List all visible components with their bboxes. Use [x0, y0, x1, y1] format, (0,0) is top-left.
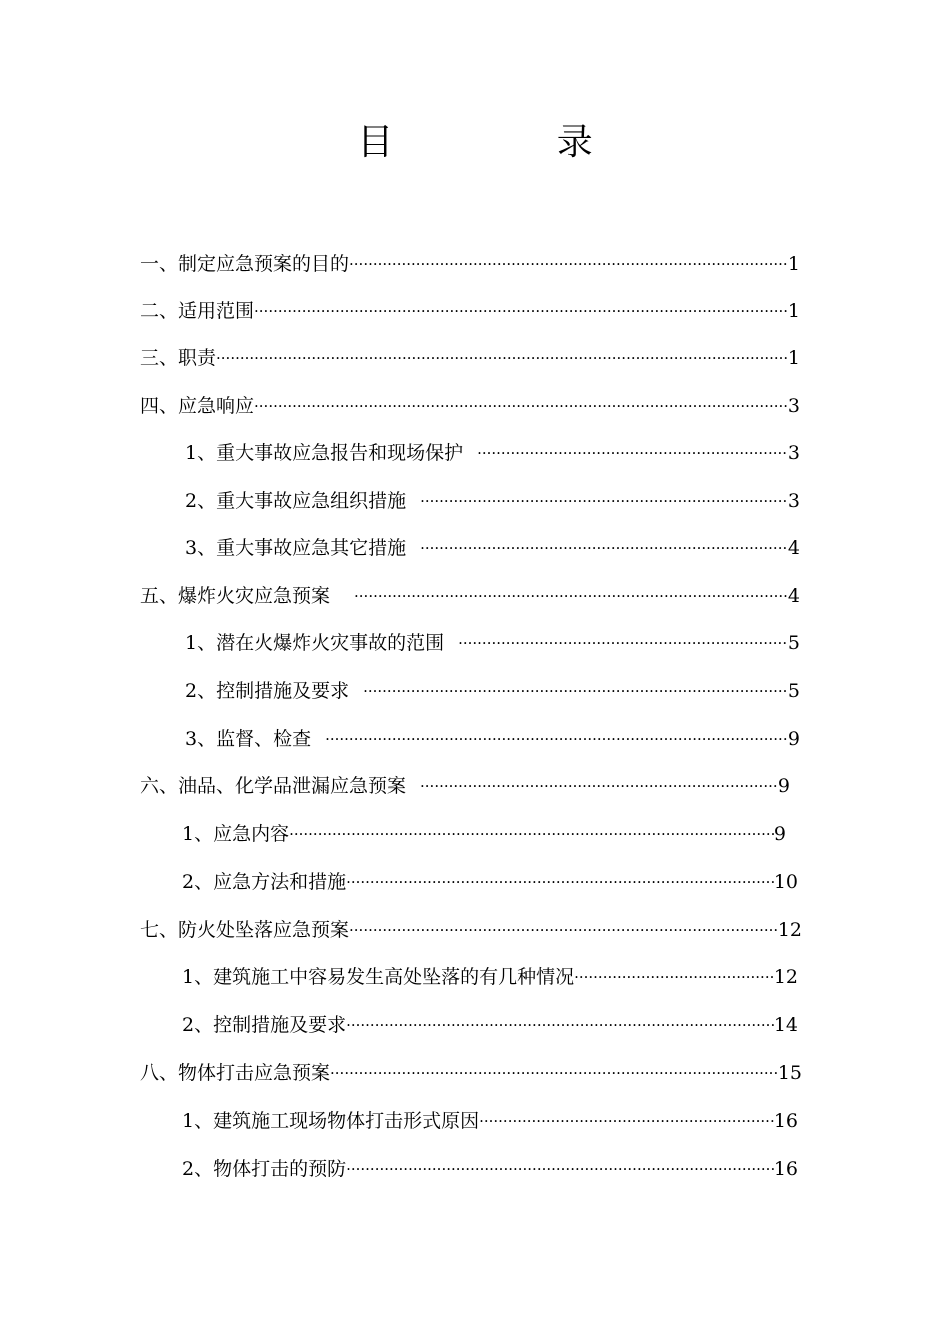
toc-leader-dots: [289, 819, 774, 849]
toc-entry-page: 1: [787, 300, 800, 322]
toc-entry-page: 9: [787, 728, 800, 750]
toc-entry-label: 2、重大事故应急组织措施: [185, 490, 407, 512]
toc-leader-dots: [458, 628, 788, 658]
toc-entry-page: 15: [777, 1062, 802, 1084]
toc-leader-dots: [346, 867, 774, 897]
toc-entry-label: 四、应急响应: [140, 395, 255, 417]
toc-entry-page: 3: [787, 442, 800, 464]
toc-leader-dots: [254, 296, 788, 326]
toc-entry-label: 三、职责: [140, 347, 217, 369]
toc-entry-page: 3: [787, 395, 800, 417]
toc-entry-label: 2、物体打击的预防: [182, 1158, 347, 1180]
toc-entry-label: 七、防火处坠落应急预案: [140, 919, 350, 941]
toc-entry-label: 二、适用范围: [140, 300, 255, 322]
toc-entry-label: 1、重大事故应急报告和现场保护: [185, 442, 464, 464]
toc-leader-dots: [354, 581, 788, 611]
toc-entry-page: 9: [773, 823, 786, 845]
toc-entry[interactable]: [182, 867, 798, 897]
toc-entry-label: 3、重大事故应急其它措施: [185, 537, 407, 559]
toc-entry-page: 16: [773, 1158, 798, 1180]
toc-entry-label: 六、油品、化学品泄漏应急预案: [140, 775, 407, 797]
toc-entry[interactable]: [140, 1058, 802, 1088]
toc-leader-dots: [477, 438, 788, 468]
toc-leader-dots: [420, 533, 788, 563]
toc-entry-page: 14: [773, 1014, 798, 1036]
toc-entry-label: 2、应急方法和措施: [182, 871, 347, 893]
toc-entry-page: 1: [787, 253, 800, 275]
toc-entry[interactable]: [185, 676, 800, 706]
toc-entry[interactable]: [140, 771, 790, 801]
toc-leader-dots: [349, 249, 788, 279]
toc-entry-label: 1、应急内容: [182, 823, 290, 845]
toc-entry-page: 3: [787, 490, 800, 512]
toc-leader-dots: [216, 343, 788, 373]
toc-entry-label: 2、控制措施及要求: [182, 1014, 347, 1036]
toc-entry-label: 1、建筑施工现场物体打击形式原因: [182, 1110, 480, 1132]
toc-leader-dots: [346, 1154, 774, 1184]
toc-entry[interactable]: [140, 343, 800, 373]
toc-leader-dots: [363, 676, 788, 706]
toc-entry[interactable]: [185, 724, 800, 754]
toc-entry[interactable]: [185, 533, 800, 563]
toc-entry[interactable]: [140, 391, 800, 421]
toc-entry[interactable]: [140, 249, 800, 279]
toc-leader-dots: [325, 724, 788, 754]
toc-leader-dots: [420, 771, 778, 801]
toc-entry[interactable]: [185, 628, 800, 658]
toc-entry[interactable]: [182, 1106, 798, 1136]
toc-entry-page: 12: [773, 966, 798, 988]
toc-entry-label: 1、潜在火爆炸火灾事故的范围: [185, 632, 445, 654]
toc-entry[interactable]: [185, 438, 800, 468]
toc-entry-page: 12: [777, 919, 802, 941]
toc-leader-dots: [574, 962, 774, 992]
toc-leader-dots: [254, 391, 788, 421]
toc-entry[interactable]: [140, 915, 802, 945]
toc-entry-page: 5: [787, 680, 800, 702]
toc-entry[interactable]: [140, 581, 800, 611]
toc-entry-page: 4: [787, 537, 800, 559]
toc-entry-label: 2、控制措施及要求: [185, 680, 350, 702]
toc-leader-dots: [330, 1058, 778, 1088]
toc-entry-page: 9: [777, 775, 790, 797]
toc-leader-dots: [479, 1106, 774, 1136]
toc-leader-dots: [420, 486, 788, 516]
toc-entry[interactable]: [185, 486, 800, 516]
toc-entry-label: 一、制定应急预案的目的: [140, 253, 350, 275]
toc-entry-label: 八、物体打击应急预案: [140, 1062, 331, 1084]
toc-entry-page: 4: [787, 585, 800, 607]
toc-entry[interactable]: [182, 1010, 798, 1040]
toc-entry[interactable]: [182, 962, 798, 992]
toc-entry-label: 3、监督、检查: [185, 728, 312, 750]
toc-entry-label: 五、爆炸火灾应急预案: [140, 585, 331, 607]
toc-entry-page: 16: [773, 1110, 798, 1132]
toc-entry-label: 1、建筑施工中容易发生高处坠落的有几种情况: [182, 966, 575, 988]
toc-entry-page: 5: [787, 632, 800, 654]
toc-entry-page: 10: [773, 871, 798, 893]
toc-entry[interactable]: [182, 1154, 798, 1184]
toc-leader-dots: [349, 915, 778, 945]
toc-entry[interactable]: [140, 296, 800, 326]
toc-leader-dots: [346, 1010, 774, 1040]
toc-entry-page: 1: [787, 347, 800, 369]
toc-entry[interactable]: [182, 819, 786, 849]
page-title: 目 录: [357, 122, 669, 163]
